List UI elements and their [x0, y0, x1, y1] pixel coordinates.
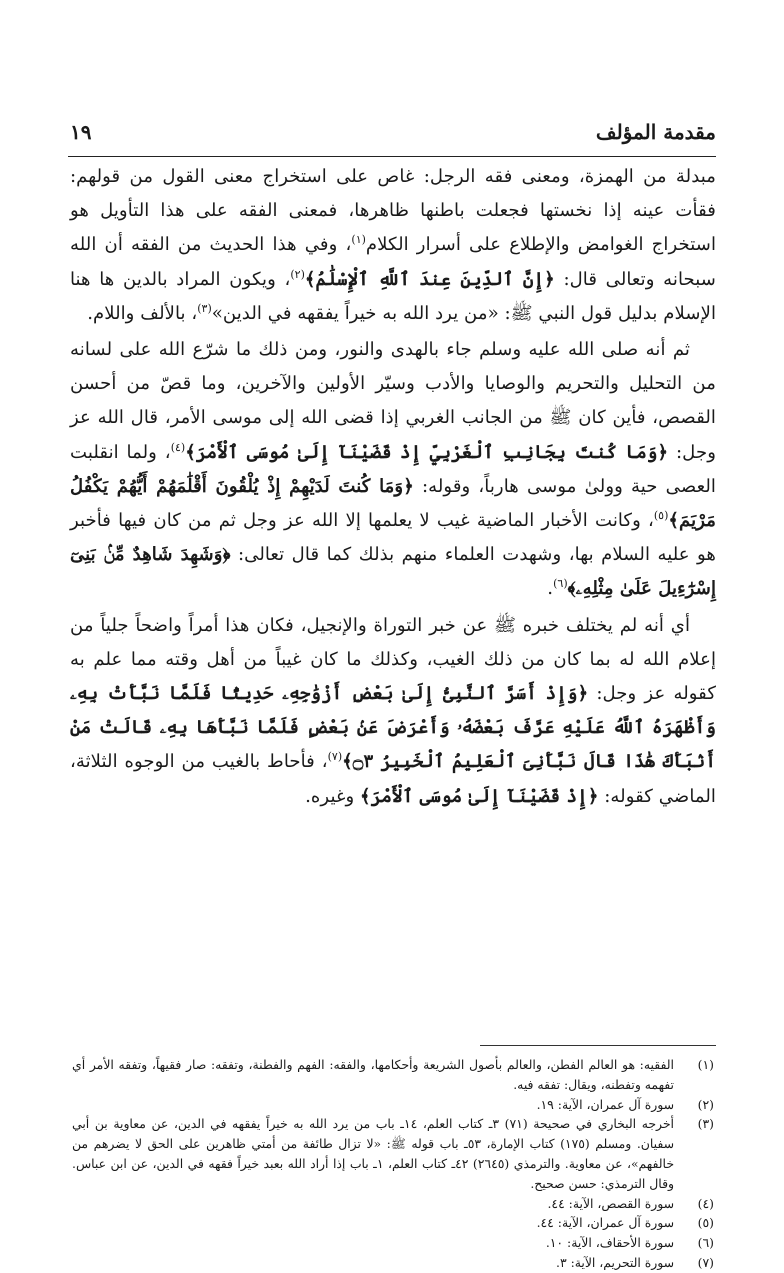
- text-run: ثم أنه صلى الله عليه وسلم جاء بالهدى والنور، ومن ذلك ما شرّع الله على لسانه من التحليل والتحريم والوصايا والأدب وسيّر الأولين والآخرين، وما قصّ من أحسن القصص، فأين كان ﷺ من الجانب الغربي إذا قضى الله إلى موسى الأمر، قال الله عز وجل:: [70, 339, 716, 463]
- footnote-ref-5: (٥): [653, 508, 669, 522]
- footnote-divider: [480, 1045, 716, 1046]
- text-run: ، ولما انقلبت العصى حية وولىٰ موسى هارباً، وقوله:: [70, 441, 716, 497]
- quran-quote: ﴿وَمَا كُنتَ بِجَانِبِ ٱلْغَرْبِيِّ إِذْ قَضَيْنَآ إِلَىٰ مُوسَى ٱلْأَمْرَ﴾: [185, 441, 669, 463]
- footnote-number: (٦): [697, 1235, 714, 1251]
- footnote-ref-6: (٦): [553, 577, 568, 591]
- footnote-ref-4: (٤): [170, 440, 186, 454]
- footnote-2: [72, 1095, 714, 1115]
- chapter-title: مقدمة المؤلف: [595, 120, 716, 144]
- quran-quote: ﴿إِذْ قَضَيْنَآ إِلَىٰ مُوسَى ٱلْأَمْرَ﴾: [360, 785, 599, 807]
- text-run: ، بالألف واللام.: [87, 302, 198, 324]
- page-number: ١٩: [70, 120, 92, 144]
- text-run: وغيره.: [305, 785, 361, 807]
- footnote-number: (٥): [697, 1215, 714, 1231]
- footnote-ref-7: (٧): [327, 750, 343, 764]
- footnote-7: [72, 1253, 714, 1273]
- footnote-text: سورة الأحقاف، الآية: ١٠.: [545, 1235, 674, 1251]
- footnote-text: سورة القصص، الآية: ٤٤.: [547, 1195, 674, 1211]
- footnote-ref-1: (١): [351, 233, 366, 247]
- text-run: ، وفي هذا الحديث من الفقه أن الله سبحانه وتعالى قال:: [70, 234, 716, 290]
- footnote-ref-2: (٢): [290, 267, 305, 281]
- footnote-text: سورة التحريم، الآية: ٣.: [556, 1254, 674, 1270]
- quran-quote: ﴿وَمَا كُنتَ لَدَيْهِمْ إِذْ يُلْقُونَ أَقْلَٰمَهُمْ أَيُّهُمْ يَكْفُلُ مَرْيَمَ﴾: [70, 475, 716, 532]
- footnote-text: الفقيه: هو العالم الفطن، والعالم بأصول الشريعة وأحكامها، والفقه: الفهم والفطنة، وتفقه: صار فقيهاً، وتفقه الأمر أي تفهمه وتفطنه، ويقال: تفقه فيه.: [72, 1057, 674, 1092]
- quran-quote: ﴿وَإِذْ أَسَرَّ ٱلنَّبِىُّ إِلَىٰ بَعْضِ أَزْوَٰجِهِۦ حَدِيثًا فَلَمَّا نَبَّأَتْ بِهِۦ وَأَظْهَرَهُ ٱللَّهُ عَلَيْهِ عَرَّفَ بَعْضَهُۥ وَأَعْرَضَ عَنۢ بَعْضٍ فَلَمَّا نَبَّأَهَا بِهِۦ قَالَتْ مَنْ أَنۢبَأَكَ هَٰذَا قَالَ نَبَّأَنِىَ ٱلْعَلِيمُ ٱلْخَبِيرُ ۝٣﴾: [70, 683, 716, 773]
- footnote-text: سورة آل عمران، الآية: ١٩.: [536, 1096, 674, 1112]
- running-header: [68, 116, 716, 157]
- footnote-number: (١): [697, 1057, 714, 1072]
- text-run: مبدلة من الهمزة، ومعنى فقه الرجل: غاص على استخراج معنى القول من قولهم: فقأت عينه إذا نخستها فجعلت باطنها ظاهرها، فمعنى الفقه على هذا التأويل هو استخراج الغوامض والإطلاع على أسرار الكلام: [70, 166, 717, 256]
- paragraph-1: [70, 160, 716, 331]
- quran-quote: ﴿وَشَهِدَ شَاهِدٌ مِّنۢ بَنِىٓ إِسْرَٰٓءِيلَ عَلَىٰ مِثْلِهِۦ﴾: [70, 544, 716, 600]
- footnote-text: أخرجه البخاري في صحيحة (٧١) ٣ـ كتاب العلم، ١٤ـ باب من يرد الله به خيراً يفقهه في الدين، عن معاوية بن أبي سفيان. ومسلم (١٧٥) كتاب الإمارة، ٥٣ـ باب قوله ﷺ: «لا تزال طائفة من أمتي ظاهرين على الحق لا يضرهم من خالفهم»، عن معاوية. والترمذي (٢٦٤٥) ٤٢ـ كتاب العلم، ١ـ باب إذا أراد الله بعبد خيراً فقهه في الدين، عن ابن عباس. وقال الترمذي: حسن صحيح.: [72, 1116, 675, 1191]
- text-run: أي أنه لم يختلف خبره ﷺ عن خبر التوراة والإنجيل، فكان هذا أمراً واضحاً جلياً من إعلام الله له بما كان من ذلك الغيب، وكذلك ما كان غيباً من أهل وقته مما علم به كقوله عز وجل:: [70, 614, 716, 705]
- footnote-number: (٧): [697, 1254, 714, 1270]
- main-text: [70, 160, 716, 814]
- text-run: ، وكانت الأخبار الماضية غيب لا يعلمها إلا الله عز وجل ثم من كان فيها فأخبر هو عليه السلام بها، وشهدت العلماء منهم بذلك كما قال تعالى:: [70, 510, 716, 566]
- text-run: ، ويكون المراد بالدين ها هنا الإسلام بدليل قول النبي ﷺ: «من يرد الله به خيراً يفقهه في الدين»: [70, 268, 716, 324]
- footnote-number: (٤): [697, 1195, 714, 1211]
- paragraph-2: [70, 333, 716, 607]
- paragraph-3: [70, 609, 716, 814]
- footnote-4: [72, 1194, 714, 1214]
- footnotes: [72, 1055, 714, 1273]
- footnote-5: [72, 1213, 714, 1233]
- text-run: ، فأحاط بالغيب من الوجوه الثلاثة، الماضي كقوله:: [70, 751, 716, 807]
- footnote-1: [72, 1055, 714, 1095]
- footnote-number: (٢): [697, 1096, 714, 1112]
- footnote-ref-3: (٣): [197, 301, 212, 315]
- footnote-6: [72, 1233, 714, 1253]
- footnote-3: [72, 1114, 714, 1193]
- footnote-number: (٣): [697, 1116, 714, 1132]
- footnote-text: سورة آل عمران، الآية: ٤٤.: [536, 1215, 674, 1231]
- text-run: .: [547, 578, 554, 600]
- quran-quote: ﴿إِنَّ ٱلدِّينَ عِندَ ٱللَّهِ ٱلْإِسْلَٰمُ﴾: [304, 268, 555, 290]
